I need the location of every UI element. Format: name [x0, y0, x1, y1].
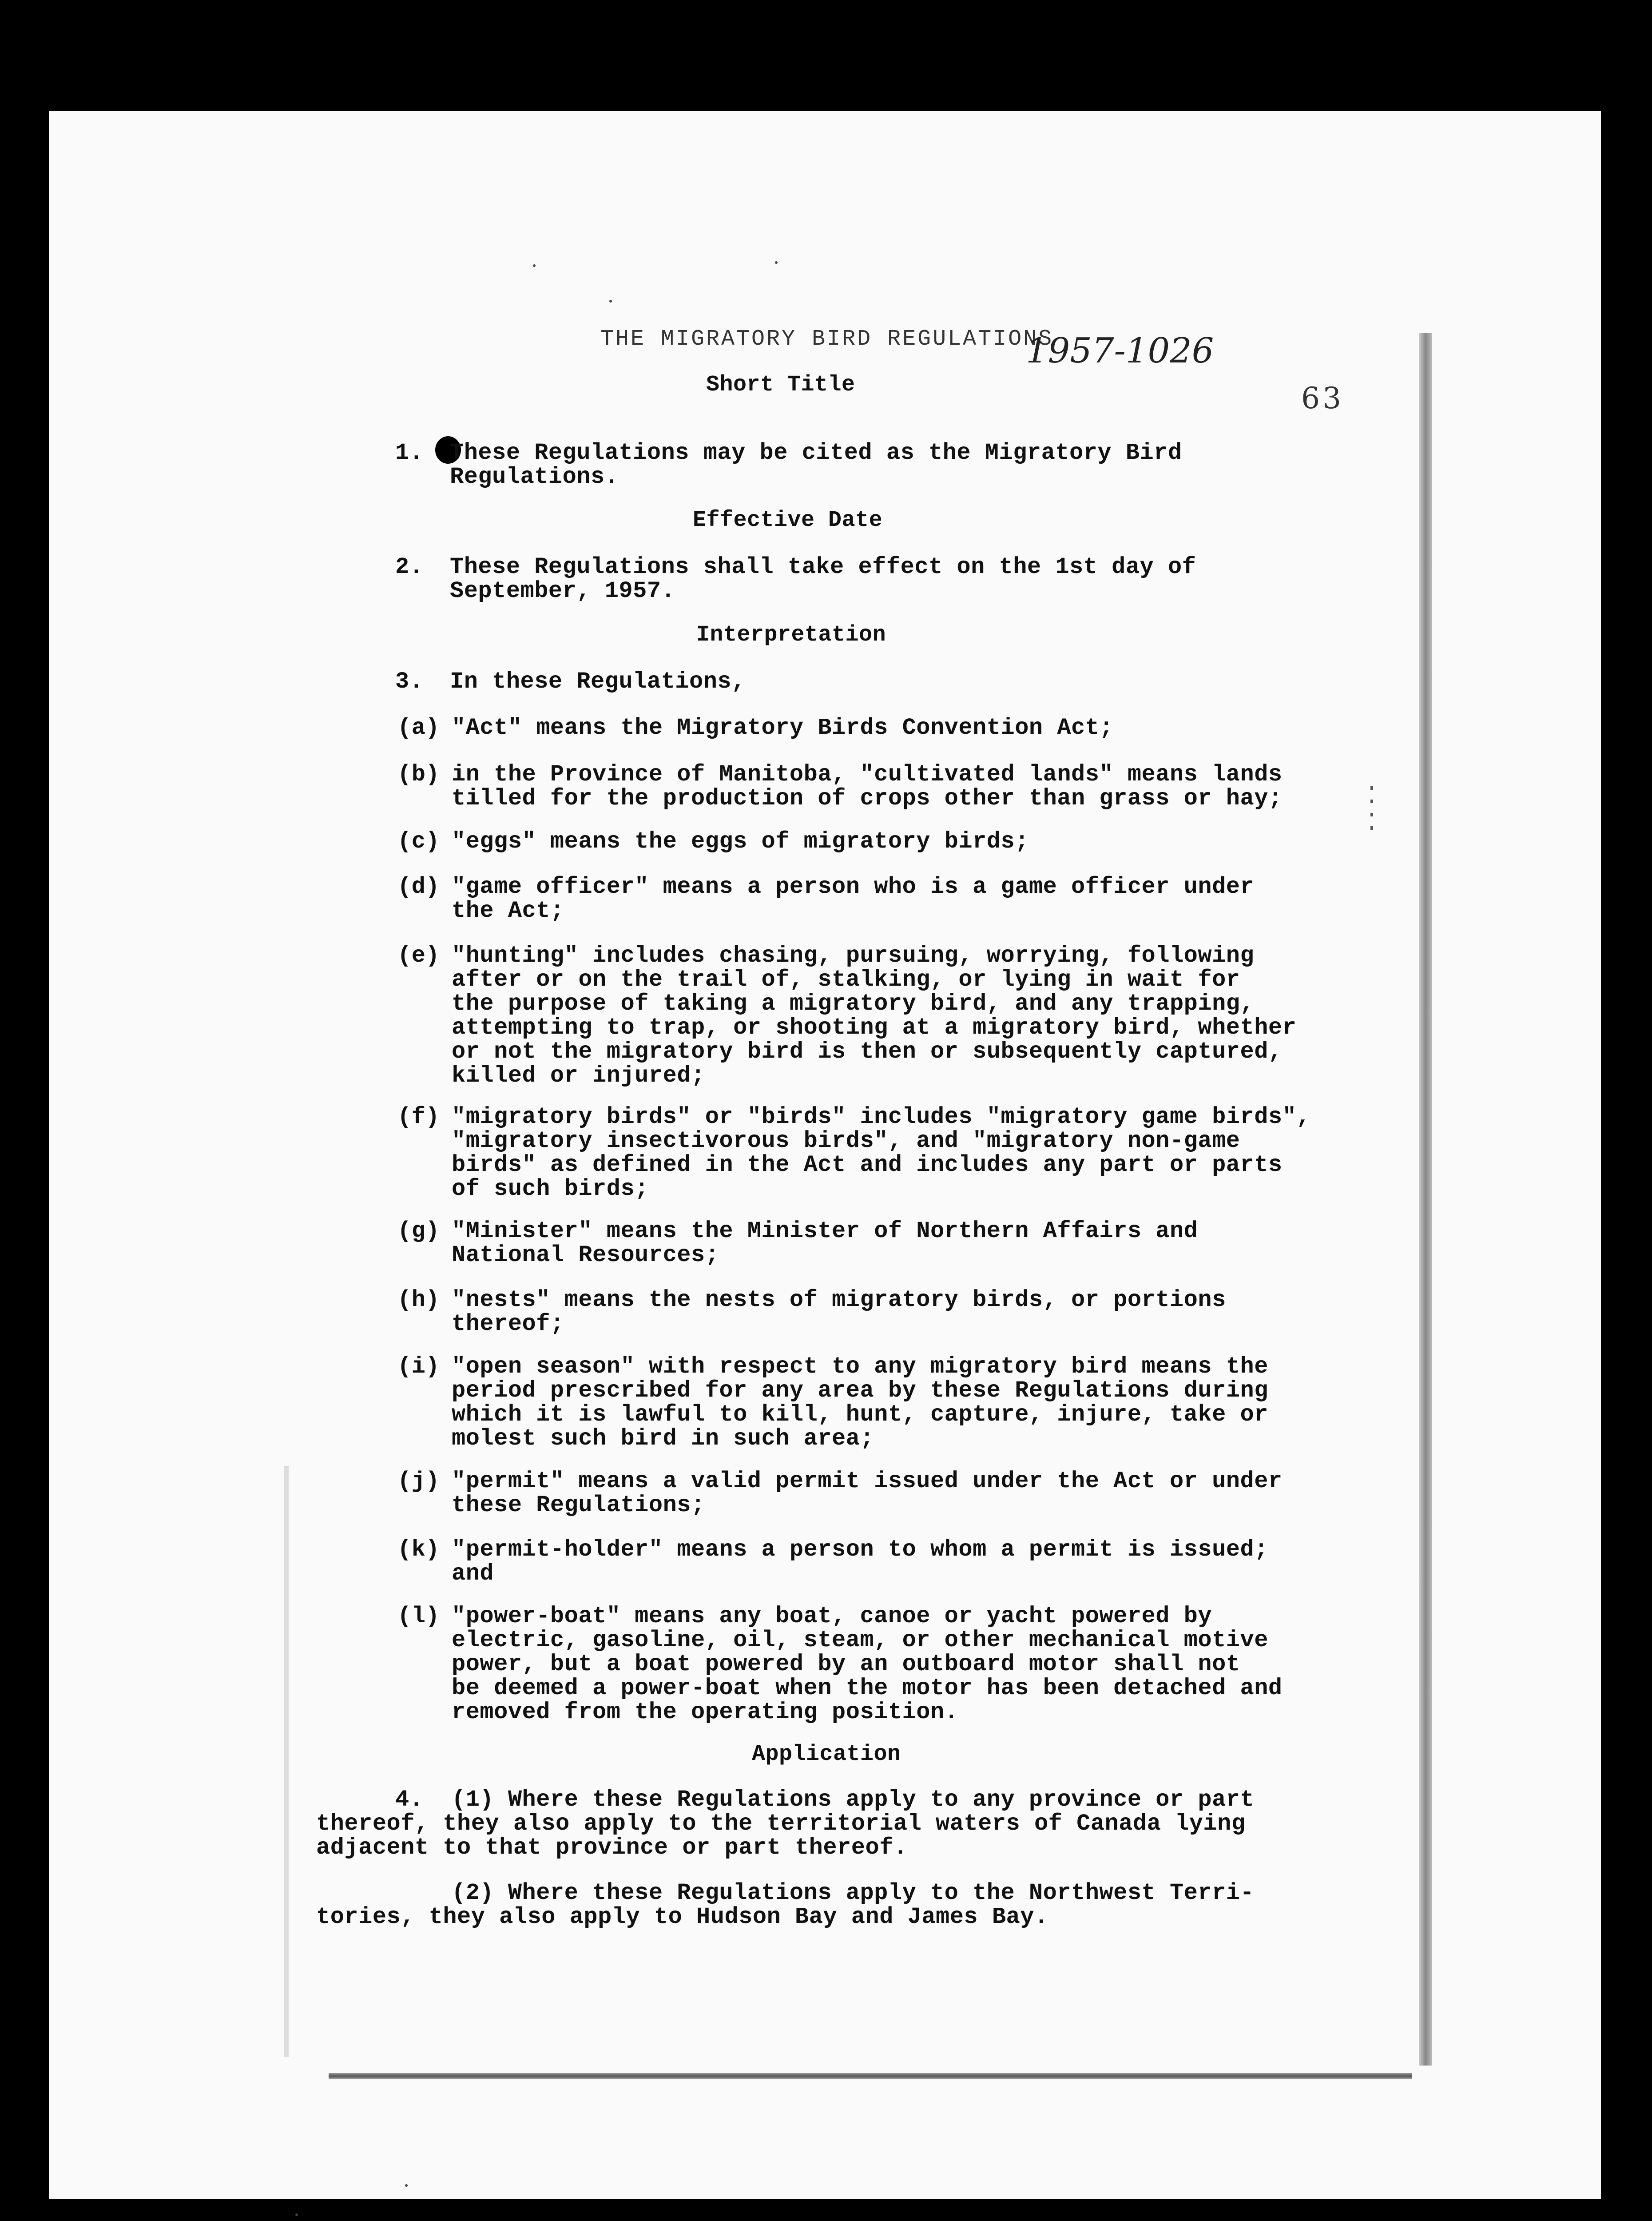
- definition-label: (b): [397, 761, 440, 788]
- definition-line: "migratory birds" or "birds" includes "migratory game birds",: [452, 1104, 1311, 1130]
- definition-line: tilled for the production of crops other than grass or hay;: [452, 785, 1283, 812]
- section-4-number: 4.: [395, 1787, 424, 1813]
- heading-effective-date: Effective Date: [693, 508, 883, 533]
- section-4-line: (1) Where these Regulations apply to any province or part: [452, 1787, 1255, 1813]
- definition-line: in the Province of Manitoba, "cultivated lands" means lands: [452, 761, 1283, 788]
- definition-label: (i): [397, 1353, 440, 1380]
- definition-label: (j): [397, 1468, 440, 1494]
- definition-line: the purpose of taking a migratory bird, and any trapping,: [452, 991, 1255, 1017]
- definition-line: or not the migratory bird is then or subsequently captured,: [452, 1039, 1283, 1065]
- definition-label: (c): [397, 828, 440, 855]
- definition-label: (f): [397, 1104, 440, 1130]
- definition-label: (a): [397, 715, 440, 741]
- definition-line: of such birds;: [452, 1176, 649, 1202]
- definition-line: "eggs" means the eggs of migratory birds;: [452, 828, 1029, 855]
- section-4-line: (2) Where these Regulations apply to the Northwest Terri-: [452, 1880, 1255, 1906]
- speck: [775, 261, 778, 264]
- definition-label: (l): [397, 1603, 440, 1629]
- definition-line: "nests" means the nests of migratory birds, or portions: [452, 1287, 1226, 1313]
- definition-line: power, but a boat powered by an outboard motor shall not: [452, 1651, 1240, 1677]
- definition-label: (h): [397, 1287, 440, 1313]
- definition-line: "open season" with respect to any migratory bird means the: [452, 1353, 1268, 1380]
- speck: [405, 2184, 408, 2187]
- section-1-line: These Regulations may be cited as the Migratory Bird: [450, 440, 1182, 466]
- definition-line: "permit-holder" means a person to whom a permit is issued;: [452, 1536, 1268, 1563]
- definition-line: attempting to trap, or shooting at a migratory bird, whether: [452, 1015, 1297, 1041]
- document-title: THE MIGRATORY BIRD REGULATIONS: [600, 326, 1054, 352]
- heading-short-title: Short Title: [706, 372, 855, 398]
- definition-line: which it is lawful to kill, hunt, capture, injure, take or: [452, 1401, 1268, 1428]
- definition-label: (g): [397, 1218, 440, 1244]
- heading-interpretation: Interpretation: [696, 622, 886, 648]
- definition-line: thereof;: [452, 1311, 564, 1337]
- definition-line: "Act" means the Migratory Birds Convention Act;: [452, 715, 1114, 741]
- definition-line: and: [452, 1560, 494, 1587]
- heading-application: Application: [752, 1742, 901, 1767]
- definition-line: "migratory insectivorous birds", and "migratory non-game: [452, 1128, 1240, 1154]
- section-3-line: In these Regulations,: [450, 669, 746, 695]
- section-2-number: 2.: [395, 554, 424, 580]
- definition-line: the Act;: [452, 898, 564, 924]
- definition-line: after or on the trail of, stalking, or lying in wait for: [452, 967, 1240, 993]
- margin-dots: [1370, 786, 1373, 835]
- page-bottom-edge: [329, 2073, 1412, 2079]
- section-2-line: September, 1957.: [450, 578, 675, 604]
- page-left-edge: [284, 1466, 289, 2057]
- definition-line: "permit" means a valid permit issued under the Act or under: [452, 1468, 1283, 1494]
- definition-line: birds" as defined in the Act and includes any part or parts: [452, 1152, 1283, 1178]
- section-4-line: adjacent to that province or part thereof.: [316, 1835, 908, 1861]
- definition-line: killed or injured;: [452, 1063, 705, 1089]
- section-4-line: tories, they also apply to Hudson Bay and James Bay.: [316, 1904, 1048, 1930]
- section-1-line: Regulations.: [450, 464, 619, 490]
- definition-line: National Resources;: [452, 1242, 719, 1268]
- definition-line: removed from the operating position.: [452, 1699, 959, 1725]
- section-2-line: These Regulations shall take effect on the 1st day of: [450, 554, 1196, 580]
- definition-label: (e): [397, 943, 440, 969]
- page-number: 63: [1301, 381, 1344, 415]
- speck: [533, 264, 536, 267]
- definition-line: electric, gasoline, oil, steam, or other mechanical motive: [452, 1627, 1268, 1653]
- section-3-number: 3.: [395, 669, 424, 695]
- definition-line: "power-boat" means any boat, canoe or yacht powered by: [452, 1603, 1212, 1629]
- definition-line: molest such bird in such area;: [452, 1425, 874, 1452]
- definition-line: period prescribed for any area by these Regulations during: [452, 1377, 1268, 1404]
- definition-label: (d): [397, 874, 440, 900]
- section-1-number: 1.: [395, 440, 424, 466]
- definition-line: these Regulations;: [452, 1492, 705, 1518]
- speck: [609, 300, 612, 303]
- definition-line: "hunting" includes chasing, pursuing, worrying, following: [452, 943, 1255, 969]
- definition-label: (k): [397, 1536, 440, 1563]
- section-4-line: thereof, they also apply to the territorial waters of Canada lying: [316, 1811, 1246, 1837]
- definition-line: "Minister" means the Minister of Northern Affairs and: [452, 1218, 1198, 1244]
- handwritten-note: 1957-1026: [1026, 331, 1214, 371]
- page-shadow-edge: [1419, 333, 1432, 2066]
- speck: [295, 2213, 298, 2216]
- definition-line: "game officer" means a person who is a game officer under: [452, 874, 1255, 900]
- definition-line: be deemed a power-boat when the motor has been detached and: [452, 1675, 1283, 1701]
